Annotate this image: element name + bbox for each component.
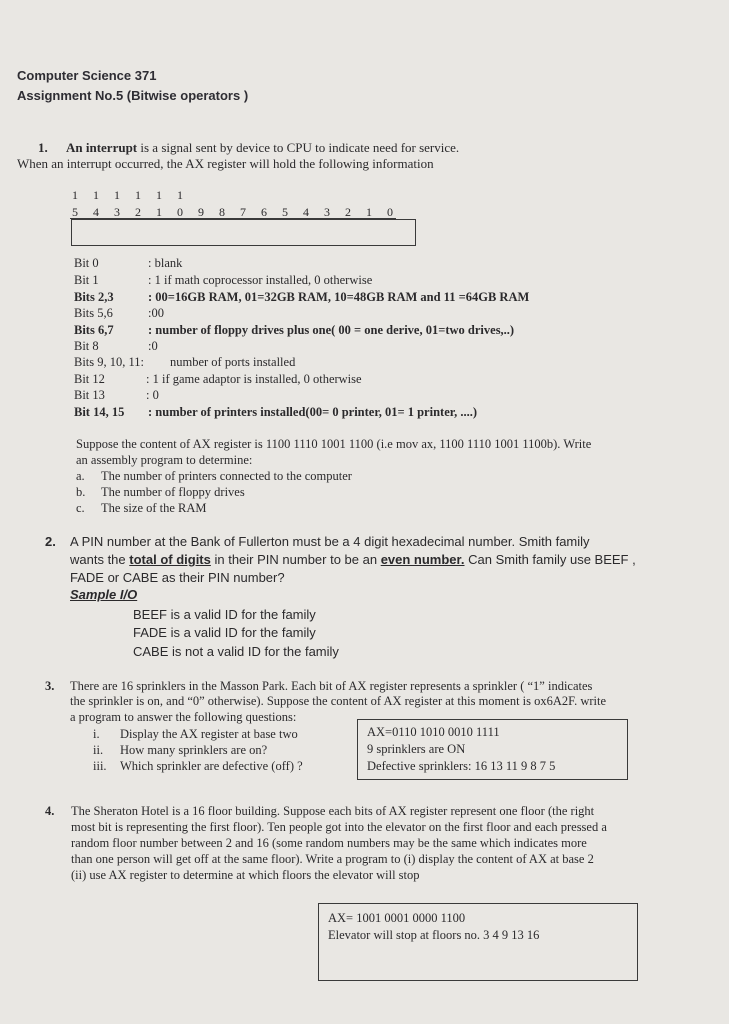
bit-unit: 4 — [303, 205, 309, 219]
bit-unit: 7 — [240, 205, 246, 219]
bit-tens: 1 — [93, 188, 99, 202]
bit-name: Bits 2,3 — [74, 290, 114, 304]
bit-unit: 2 — [135, 205, 141, 219]
assignment-title: Assignment No.5 (Bitwise operators ) — [17, 88, 249, 103]
q4-line4: than one person will get off at the same floor). Write a program to (i) display the content of AX at base 2 — [71, 852, 594, 866]
bit-tens: 1 — [72, 188, 78, 202]
q3-line1: There are 16 sprinklers in the Masson Park. Each bit of AX register represents a sprinkler ( “1” indicates — [70, 679, 593, 693]
q1-line1 — [66, 140, 459, 156]
q3-number: 3. — [45, 679, 55, 693]
bit-unit: 3 — [114, 205, 120, 219]
q3-question: How many sprinklers are on? — [120, 743, 268, 757]
bit-unit: 0 — [387, 205, 393, 219]
task-text: The number of printers connected to the computer — [101, 469, 352, 483]
bit-tens: 1 — [135, 188, 141, 202]
q1-term: An interrupt — [66, 140, 138, 155]
q3-answer: AX=0110 1010 0010 1111 — [367, 725, 500, 739]
q4-line5: (ii) use AX register to determine at which floors the elevator will stop — [71, 868, 420, 882]
bit-desc: : 0 — [146, 388, 159, 402]
q1-line1-rest: is a signal sent by device to CPU to indicate need for service. — [137, 140, 460, 155]
q4-line1: The Sheraton Hotel is a 16 floor building. Suppose each bits of AX register represent one floor (the right — [71, 804, 595, 818]
q3-line2: the sprinkler is on, and “0” otherwise). Suppose the content of AX register at this moment is ox6A2F. write — [70, 694, 607, 708]
bit-desc: : 00=16GB RAM, 01=32GB RAM, 10=48GB RAM and 11 =64GB RAM — [148, 290, 530, 304]
q4-answer: AX= 1001 0001 0000 1100 — [328, 911, 466, 925]
bit-unit: 4 — [93, 205, 99, 219]
q2-even-number: even number. — [380, 552, 465, 567]
bit-name: Bit 8 — [74, 339, 99, 353]
q2-number: 2. — [45, 534, 56, 549]
bit-name: Bit 0 — [74, 256, 99, 270]
q2-line3: FADE or CABE as their PIN number? — [70, 570, 285, 585]
bit-name: Bits 9, 10, 11: — [74, 355, 145, 369]
task-text: The size of the RAM — [101, 501, 207, 515]
sample-io-label: Sample I/O — [70, 587, 138, 602]
q3-question-label: iii. — [93, 759, 107, 773]
q2-line1: A PIN number at the Bank of Fullerton must be a 4 digit hexadecimal number. Smith family — [70, 534, 590, 549]
q1-number: 1. — [38, 140, 48, 155]
bit-tens: 1 — [177, 188, 183, 202]
q4-answer: Elevator will stop at floors no. 3 4 9 13 16 — [328, 928, 540, 942]
task-label: a. — [76, 469, 85, 483]
task-text: The number of floppy drives — [101, 485, 245, 499]
bit-name: Bit 12 — [74, 372, 105, 386]
bit-unit: 8 — [219, 205, 225, 219]
q4-line2: most bit is representing the first floor). Ten people got into the elevator on the first floor and each pressed a — [71, 820, 607, 834]
bit-desc: number of ports installed — [170, 355, 296, 369]
bit-tens: 1 — [156, 188, 162, 202]
q3-answer: Defective sprinklers: 16 13 11 9 8 7 5 — [367, 759, 556, 773]
q1-line2: When an interrupt occurred, the AX register will hold the following information — [17, 156, 434, 171]
q2-line2-e: Can Smith family use BEEF , — [464, 552, 636, 567]
bit-unit: 1 — [156, 205, 162, 219]
q1-suppose-line2: an assembly program to determine: — [76, 453, 253, 467]
bit-desc: : 1 if game adaptor is installed, 0 otherwise — [146, 372, 362, 386]
q3-question: Which sprinkler are defective (off) ? — [120, 759, 303, 773]
sample-output: BEEF is a valid ID for the family — [133, 607, 316, 622]
q3-answer: 9 sprinklers are ON — [367, 742, 466, 756]
bit-unit: 6 — [261, 205, 267, 219]
q3-question: Display the AX register at base two — [120, 727, 298, 741]
q1-suppose-line1: Suppose the content of AX register is 1100 1110 1001 1100 (i.e mov ax, 1100 1110 1001 1100b). Write — [76, 437, 592, 451]
bit-desc: : 1 if math coprocessor installed, 0 otherwise — [148, 273, 373, 287]
q3-question-label: ii. — [93, 743, 104, 757]
bit-desc: :0 — [148, 339, 158, 353]
course-title: Computer Science 371 — [17, 68, 157, 83]
q2-total-of-digits: total of digits — [129, 552, 211, 567]
bit-unit: 0 — [177, 205, 183, 219]
q2-line2 — [70, 552, 636, 567]
ax-register-box — [71, 219, 416, 246]
bit-unit: 1 — [366, 205, 372, 219]
bit-name: Bit 14, 15 — [74, 405, 125, 419]
bit-tens: 1 — [114, 188, 120, 202]
q2-line2-a: wants the — [70, 552, 130, 567]
bit-unit: 3 — [324, 205, 330, 219]
bit-desc: :00 — [148, 306, 164, 320]
bit-desc: : blank — [148, 256, 183, 270]
bit-name: Bits 6,7 — [74, 323, 114, 337]
bit-unit: 2 — [345, 205, 351, 219]
bit-name: Bits 5,6 — [74, 306, 113, 320]
bit-desc: : number of floppy drives plus one( 00 = one derive, 01=two drives,..) — [148, 323, 515, 337]
bit-unit: 9 — [198, 205, 204, 219]
bit-unit: 5 — [72, 205, 78, 219]
q3-question-label: i. — [93, 727, 100, 741]
q3-line3: a program to answer the following questions: — [70, 710, 297, 724]
q4-line3: random floor number between 2 and 16 (some random numbers may be the same which indicates more — [71, 836, 587, 850]
bit-unit: 5 — [282, 205, 288, 219]
task-label: c. — [76, 501, 85, 515]
q4-number: 4. — [45, 804, 55, 818]
q2-line2-c: in their PIN number to be an — [210, 552, 381, 567]
bit-desc: : number of printers installed(00= 0 printer, 01= 1 printer, ....) — [148, 405, 478, 419]
sample-output: FADE is a valid ID for the family — [133, 625, 316, 640]
bit-name: Bit 1 — [74, 273, 99, 287]
bit-name: Bit 13 — [74, 388, 105, 402]
task-label: b. — [76, 485, 86, 499]
sample-output: CABE is not a valid ID for the family — [133, 644, 339, 659]
